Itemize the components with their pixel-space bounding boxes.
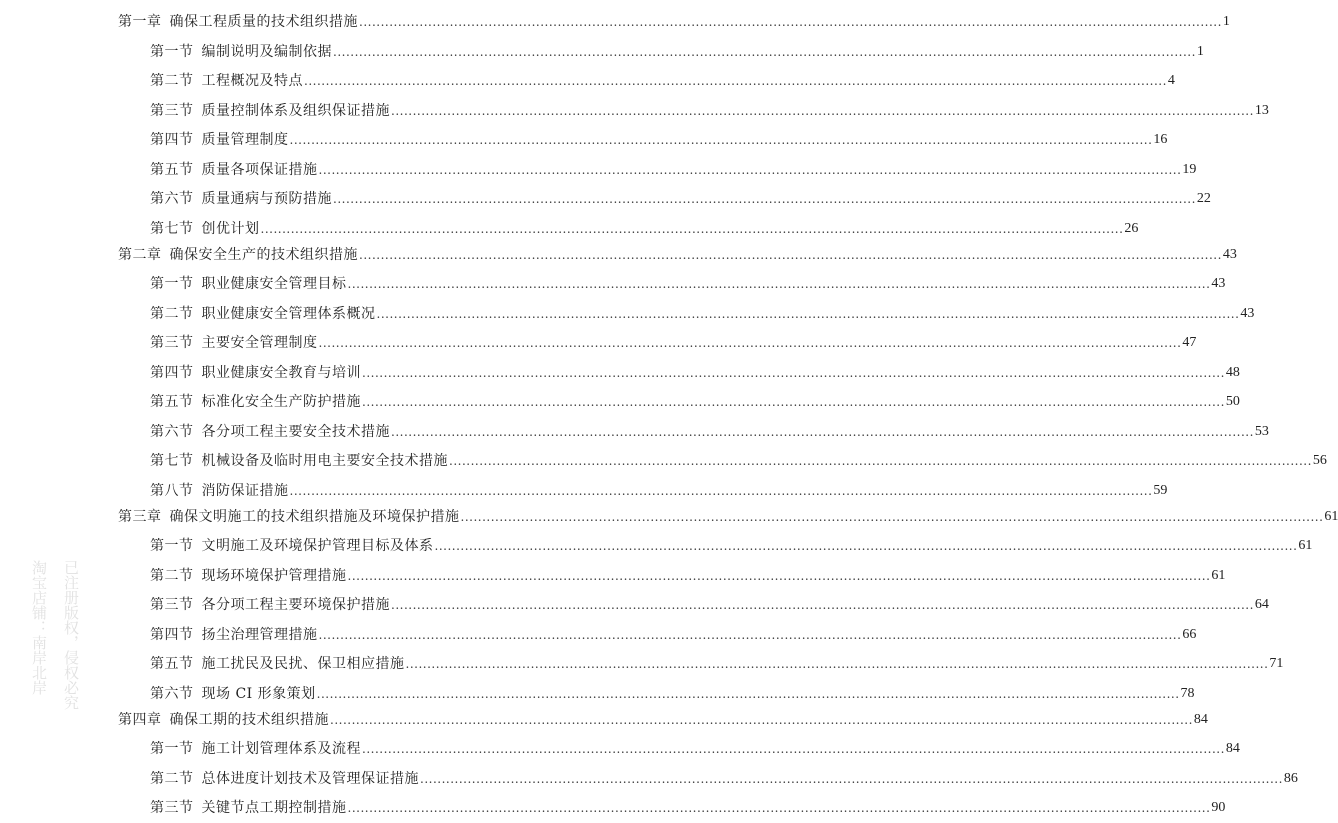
toc-page-number: 43 (1222, 246, 1237, 262)
dot-leader: ........................................................................................................................................................................................................ (318, 336, 1182, 350)
toc-section-entry[interactable] (0, 207, 1139, 237)
toc-page-number: 84 (1193, 711, 1208, 727)
toc-entry-title (118, 712, 329, 728)
toc-page-number: 90 (1211, 800, 1226, 815)
toc-entry-title (150, 771, 419, 787)
toc-section-entry[interactable] (0, 292, 1255, 322)
dot-leader: ........................................................................................................................................................................................................ (316, 686, 1180, 701)
toc-entry-number: 第二节 (150, 770, 194, 787)
toc-chapter-entry[interactable] (0, 237, 1237, 263)
toc-entry-text: 机械设备及临时用电主要安全技术措施 (201, 453, 448, 469)
toc-page-number: 66 (1182, 626, 1197, 642)
toc-entry-title (150, 453, 448, 469)
toc-section-entry[interactable] (0, 89, 1269, 119)
dot-leader: ........................................................................................................................................................................................................ (391, 424, 1254, 439)
toc-entry-number: 第二节 (150, 73, 194, 89)
toc-entry-number: 第六节 (150, 423, 194, 440)
dot-leader: ........................................................................................................................................................................................................ (362, 742, 1225, 756)
dot-leader: ........................................................................................................................................................................................................ (362, 395, 1225, 409)
toc-entry-text: 扬尘治理管理措施 (201, 626, 318, 643)
toc-entry-text: 确保工期的技术组织措施 (169, 711, 329, 728)
toc-entry-number: 第一章 (118, 14, 162, 30)
toc-entry-text: 总体进度计划技术及管理保证措施 (201, 770, 419, 787)
toc-entry-number: 第三章 (118, 508, 162, 525)
toc-section-entry[interactable] (0, 178, 1211, 208)
toc-page-number: 16 (1153, 132, 1168, 147)
toc-entry-number: 第一节 (150, 276, 194, 292)
dot-leader: ........................................................................................................................................................................................................ (405, 657, 1269, 671)
toc-section-entry[interactable] (0, 643, 1284, 673)
toc-entry-text: 标准化安全生产防护措施 (201, 394, 361, 410)
toc-page-number: 19 (1182, 161, 1197, 177)
toc-entry-title (118, 14, 358, 30)
toc-entry-text: 工程概况及特点 (201, 73, 303, 89)
toc-entry-number: 第七节 (150, 220, 194, 237)
toc-entry-text: 质量通病与预防措施 (201, 191, 332, 207)
toc-entry-text: 消防保证措施 (201, 482, 289, 499)
toc-page-number: 47 (1182, 335, 1197, 350)
toc-section-entry[interactable] (0, 351, 1240, 381)
toc-page-number: 1 (1222, 14, 1230, 29)
toc-entry-number: 第一节 (150, 538, 194, 554)
toc-section-entry[interactable] (0, 263, 1226, 293)
toc-entry-number: 第三节 (150, 102, 194, 119)
toc-entry-title (150, 73, 303, 89)
dot-leader: ........................................................................................................................................................................................................ (289, 133, 1153, 147)
toc-entry-text: 施工计划管理体系及流程 (201, 741, 361, 757)
toc-page-number: 59 (1153, 482, 1168, 498)
toc-entry-number: 第四章 (118, 711, 162, 728)
toc-page-number: 61 (1298, 538, 1313, 553)
watermark-copyright: 已注册版权，侵权必究 (62, 560, 80, 710)
table-of-contents (0, 4, 1338, 816)
toc-entry-number: 第五节 (150, 656, 194, 672)
toc-entry-title (150, 306, 376, 322)
toc-section-entry[interactable] (0, 554, 1226, 584)
dot-leader: ........................................................................................................................................................................................................ (434, 539, 1298, 553)
toc-entry-number: 第四节 (150, 626, 194, 643)
dot-leader: ........................................................................................................................................................................................................ (391, 103, 1254, 118)
toc-page-number: 56 (1312, 453, 1327, 468)
dot-leader: ........................................................................................................................................................................................................ (333, 44, 1196, 59)
toc-page-number: 61 (1324, 508, 1338, 524)
dot-leader: ........................................................................................................................................................................................................ (289, 483, 1153, 498)
toc-entry-title (150, 191, 332, 207)
toc-entry-title (150, 656, 405, 672)
toc-page-number: 61 (1211, 567, 1226, 583)
toc-chapter-entry[interactable] (0, 499, 1338, 525)
toc-entry-title (150, 394, 361, 410)
dot-leader: ........................................................................................................................................................................................................ (318, 627, 1182, 642)
toc-section-entry[interactable] (0, 525, 1313, 555)
dot-leader: ........................................................................................................................................................................................................ (347, 801, 1211, 815)
toc-page-number: 43 (1211, 276, 1226, 291)
toc-entry-title (150, 335, 318, 351)
dot-leader: ........................................................................................................................................................................................................ (359, 15, 1222, 29)
toc-chapter-entry[interactable] (0, 702, 1208, 728)
toc-entry-text: 职业健康安全管理目标 (201, 276, 347, 292)
toc-entry-number: 第六节 (150, 685, 194, 702)
toc-entry-title (150, 365, 361, 381)
toc-entry-text: 文明施工及环境保护管理目标及体系 (201, 538, 434, 554)
toc-entry-title (150, 483, 289, 499)
toc-entry-number: 第五节 (150, 161, 194, 178)
toc-entry-text: 各分项工程主要安全技术措施 (201, 423, 390, 440)
toc-section-entry[interactable] (0, 381, 1240, 411)
toc-section-entry[interactable] (0, 440, 1327, 470)
toc-entry-title (150, 686, 316, 702)
toc-entry-text: 创优计划 (201, 220, 260, 237)
dot-leader: ........................................................................................................................................................................................................ (260, 221, 1124, 236)
toc-page-number: 22 (1196, 191, 1211, 206)
toc-entry-title (150, 627, 318, 643)
toc-entry-text: 现场环境保护管理措施 (201, 567, 347, 584)
toc-entry-text: 现场 CI 形象策划 (201, 685, 316, 702)
toc-entry-number: 第一节 (150, 43, 194, 60)
toc-entry-text: 职业健康安全管理体系概况 (201, 305, 376, 322)
toc-entry-title (150, 568, 347, 584)
toc-entry-number: 第五节 (150, 394, 194, 410)
toc-page-number: 48 (1225, 364, 1240, 380)
dot-leader: ........................................................................................................................................................................................................ (318, 162, 1182, 177)
toc-page-number: 26 (1124, 220, 1139, 236)
watermark-shop: 淘宝店铺：南岸北岸 (30, 560, 48, 695)
toc-entry-number: 第四节 (150, 132, 194, 148)
toc-page-number: 4 (1167, 73, 1175, 88)
toc-section-entry[interactable] (0, 30, 1204, 60)
toc-section-entry[interactable] (0, 757, 1298, 787)
dot-leader: ........................................................................................................................................................................................................ (304, 74, 1167, 88)
toc-section-entry[interactable] (0, 469, 1168, 499)
toc-entry-text: 确保文明施工的技术组织措施及环境保护措施 (169, 508, 460, 525)
toc-section-entry[interactable] (0, 119, 1168, 149)
toc-section-entry[interactable] (0, 60, 1175, 90)
toc-entry-title (150, 162, 318, 178)
toc-entry-text: 施工扰民及民扰、保卫相应措施 (201, 656, 405, 672)
toc-entry-title (150, 221, 260, 237)
dot-leader: ........................................................................................................................................................................................................ (359, 247, 1222, 262)
toc-entry-text: 关键节点工期控制措施 (201, 800, 347, 816)
toc-page-number: 13 (1254, 102, 1269, 118)
toc-entry-title (150, 800, 347, 816)
toc-entry-number: 第一节 (150, 741, 194, 757)
toc-entry-text: 确保安全生产的技术组织措施 (169, 246, 358, 263)
dot-leader: ........................................................................................................................................................................................................ (330, 712, 1193, 727)
toc-entry-number: 第二节 (150, 305, 194, 322)
toc-entry-text: 质量控制体系及组织保证措施 (201, 102, 390, 119)
toc-entry-title (150, 44, 332, 60)
toc-entry-title (150, 132, 289, 148)
dot-leader: ........................................................................................................................................................................................................ (347, 568, 1211, 583)
toc-entry-number: 第七节 (150, 453, 194, 469)
toc-entry-number: 第三节 (150, 335, 194, 351)
toc-section-entry[interactable] (0, 410, 1269, 440)
toc-entry-text: 编制说明及编制依据 (201, 43, 332, 60)
toc-page-number: 86 (1283, 770, 1298, 786)
toc-page-number: 84 (1225, 741, 1240, 756)
toc-page-number: 71 (1269, 656, 1284, 671)
toc-entry-text: 确保工程质量的技术组织措施 (169, 14, 358, 30)
toc-entry-title (150, 741, 361, 757)
toc-entry-number: 第八节 (150, 482, 194, 499)
dot-leader: ........................................................................................................................................................................................................ (347, 277, 1211, 291)
toc-entry-title (150, 103, 390, 119)
toc-page-number: 1 (1196, 43, 1204, 59)
toc-entry-text: 职业健康安全教育与培训 (201, 364, 361, 381)
dot-leader: ........................................................................................................................................................................................................ (333, 192, 1196, 206)
toc-entry-number: 第六节 (150, 191, 194, 207)
toc-entry-text: 质量管理制度 (201, 132, 289, 148)
dot-leader: ........................................................................................................................................................................................................ (391, 598, 1254, 612)
toc-section-entry[interactable] (0, 148, 1197, 178)
toc-page-number: 53 (1254, 423, 1269, 439)
toc-entry-title (150, 424, 390, 440)
dot-leader: ........................................................................................................................................................................................................ (362, 365, 1225, 380)
toc-page-number: 43 (1240, 305, 1255, 321)
toc-entry-number: 第三节 (150, 800, 194, 816)
dot-leader: ........................................................................................................................................................................................................ (460, 509, 1324, 524)
toc-entry-number: 第三节 (150, 597, 194, 613)
toc-chapter-entry[interactable] (0, 4, 1230, 30)
toc-section-entry[interactable] (0, 728, 1240, 758)
toc-entry-title (150, 538, 434, 554)
dot-leader: ........................................................................................................................................................................................................ (449, 454, 1312, 468)
toc-page-number: 50 (1225, 394, 1240, 409)
toc-entry-number: 第二节 (150, 567, 194, 584)
toc-entry-title (118, 247, 358, 263)
toc-entry-title (150, 597, 390, 613)
toc-section-entry[interactable] (0, 584, 1269, 614)
toc-entry-text: 各分项工程主要环境保护措施 (201, 597, 390, 613)
toc-entry-text: 质量各项保证措施 (201, 161, 318, 178)
toc-entry-text: 主要安全管理制度 (201, 335, 318, 351)
toc-section-entry[interactable] (0, 787, 1226, 817)
toc-entry-number: 第四节 (150, 364, 194, 381)
toc-page-number: 64 (1254, 597, 1269, 612)
toc-entry-number: 第二章 (118, 246, 162, 263)
toc-section-entry[interactable] (0, 672, 1195, 702)
toc-page-number: 78 (1180, 685, 1195, 701)
dot-leader: ........................................................................................................................................................................................................ (376, 306, 1240, 321)
toc-entry-title (118, 509, 460, 525)
toc-section-entry[interactable] (0, 322, 1197, 352)
dot-leader: ........................................................................................................................................................................................................ (420, 771, 1283, 786)
toc-entry-title (150, 276, 347, 292)
toc-section-entry[interactable] (0, 613, 1197, 643)
